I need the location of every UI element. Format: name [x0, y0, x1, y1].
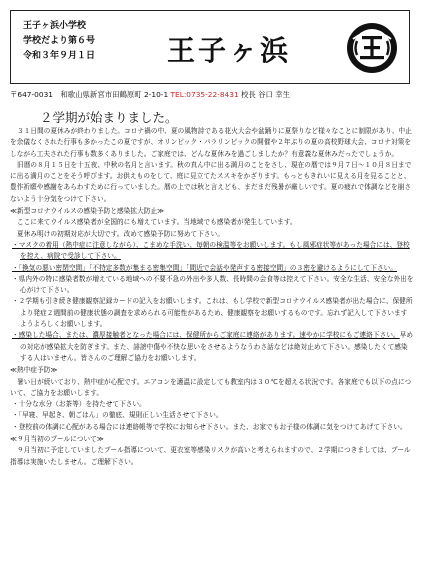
- corona-item-mask: [10, 240, 414, 263]
- corona-item-infected: [10, 330, 414, 364]
- issue-number: 学校だより第６号: [23, 36, 96, 46]
- paragraph-summer: ３１日間の夏休みが終わりました。コロナ禍の中、夏の風物詩である花火大会や盆踊りに夏祭りなど様々なことに制限があり、中止を余儀なくされた行事も多かったこの夏ですが、オリンピック・パラリンピックの開催や２年ぶりの夏の高校野球大会、コロナ対策をしながら工夫された行事も数多くありました。ご家庭では、どんな夏休みを過ごしましたか？有意義な夏休みだったでしょうか。: [10, 127, 412, 158]
- school-name: 王子ヶ浜小学校: [23, 21, 87, 31]
- header-left: [23, 19, 133, 64]
- corona-item-mask-b: し風邪症状等があった場合には、登校を控え、病院で受診して下さい。: [20, 240, 410, 261]
- section-title-corona: ≪新型コロナウイルスの感染予防と感染拡大防止≫: [10, 207, 165, 216]
- corona-item-travel: ・県内外の特に感染者数が増えている地域への不要不急の外出や多人数、長時間の会食等は控えて下さい。安全な生活、安全な外出を心がけて下さい。: [12, 274, 414, 295]
- corona-item-3c-text: ・「換気の悪い密閉空間」「不特定多数が集まる密集空間」「間近で会話や発声する密接空間」の３密を避けるようにして下さい。: [12, 263, 398, 272]
- heat-item-routine: ・「早寝、早起き、朝ごはん」の徹底、規則正しい生活させて下さい。: [12, 411, 223, 420]
- school-crest-icon: [345, 21, 399, 75]
- article-heading: ２学期が始まりました。: [40, 110, 178, 125]
- header-box: [10, 10, 410, 84]
- paragraph-moon: 旧暦の８月１５日を十五夜、中秋の名月と言います。秋の真ん中に出る満月のことをさし、現在の暦では９月７日〜１０月８日までに出る満月のことをそう呼びます。お供えものをして、庭に見立てたススキをかざります。もっともきれいに見える月を見ることと、豊作祈願や感謝をあらわすために行っていました。暦の上では秋と言えども、まだまだ残暑が厳しいです。夏の疲れで体調などを崩さないよう十分気をつけて下さい。: [10, 160, 412, 203]
- heat-item-water: ・十分な水分（お茶等）を持たせて下さい。: [12, 400, 146, 409]
- corona-item-3c: [10, 263, 414, 274]
- corona-item-card: ・２学期も引き続き健康観察記録カードの記入をお願いします。これは、もし学校で新型コロナウイルス感染者が出た場合に、保健所より発症２週間前の健康状態の調査を求められる可能性があるため、健康観察をお願いするものです。忘れず記入して下さいますようよろしくお願いします。: [12, 297, 413, 329]
- corona-intro-1: ここに来てウイルス感染者が全国的にも増えています。当地域でも感染者が発生しています。: [17, 218, 297, 227]
- telephone-number: TEL:0735-22-8431: [170, 90, 239, 99]
- heat-intro: 暑い日が続いており、熱中症が心配です。エアコンを適温に設定しても教室内は３０℃を超える状況です。各家庭でも以下の点について、ご協力をお願いします。: [10, 377, 412, 397]
- section-title-pool: ≪９月当初のプールについて≫: [10, 435, 104, 444]
- newsletter-title: 王子ヶ浜: [167, 34, 292, 67]
- address-line: [10, 89, 414, 100]
- corona-item-mask-a: ・マスクの着用（熱中症に注意しながら）、こまめな手洗い、毎朝の検温等をお願いします。も: [12, 240, 297, 249]
- corona-intro-2: 夏休み明けの初期対応が大切です。改めて感染予防に努めて下さい。: [17, 229, 224, 238]
- corona-item-infected-b: 早めの対応が感染拡大を防ぎます。また、誹謗中傷や不快な思いをさせるようなうわさ話などは絶対止めて下さい。感染したくて感染する人はいません。皆さんのご理解ご協力をお願いします。: [20, 331, 414, 362]
- postal-address: 〒647-0031 和歌山県新宮市田鶴原町 2-10-1: [10, 90, 169, 99]
- pool-text: ９月当初に予定していましたプール指導について、更衣室等感染リスクが高いと考えられますので、２学期につきましては、プール指導は実施いたしません。ご理解下さい。: [10, 446, 411, 466]
- heat-item-condition: ・登校前の体調に心配がある場合には連絡帳等で学校にお知らせ下さい。また、お家でもお子様の体調に気をつけてあげて下さい。: [12, 422, 407, 431]
- principal-name: 校長 谷口 幸生: [241, 90, 291, 99]
- corona-item-infected-a: ・感染した場合、または、濃厚接触者となった場合には、保健所からご家庭に連絡があります。速やかに学校にもご連絡下さい。: [12, 331, 400, 340]
- section-title-heat: ≪熱中症予防≫: [10, 366, 58, 375]
- issue-date: 令和３年９月１日: [23, 51, 96, 61]
- article-body: [10, 126, 414, 468]
